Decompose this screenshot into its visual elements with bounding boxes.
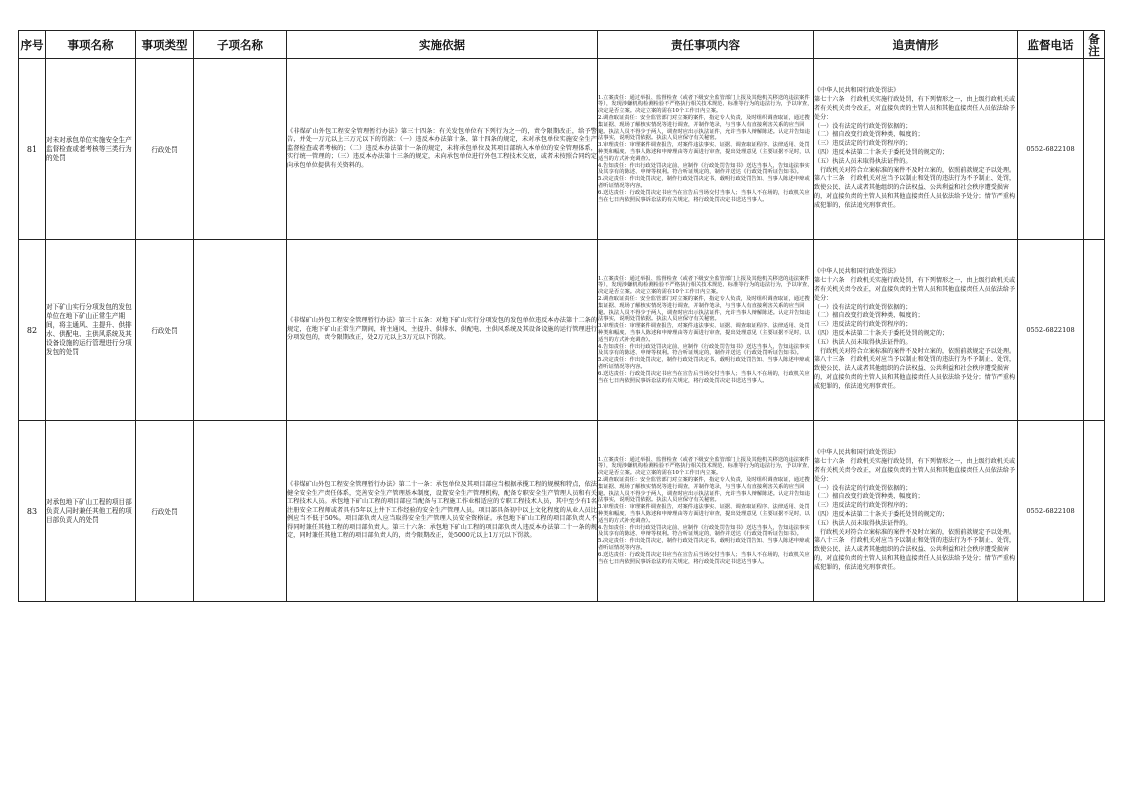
header-type: 事项类型: [136, 31, 194, 59]
responsibility-paragraph: 2.调查取证责任：安全监管部门对立案的案件，指定专人负责，及时组织调查取证，通过搜集证据、现场了解核实情况等进行调查，并制作笔录，与当事人有直接利害关系的应当回避。执法人员不得少于两人，调查时应出示执法证件，允许当事人辩解陈述。认定并告知违法事实，说明处罚依据。执法人员应保守有关秘密。: [598, 115, 810, 142]
accountability-paragraph: 行政机关对符合立案标准的案件不及时立案的，依照前款规定予以处理。: [814, 347, 1016, 355]
accountability-paragraph: 第八十三条 行政机关对应当予以制止和处罚的违法行为不予制止、处罚，致使公民、法人或者其他组织的合法权益、公共利益和社会秩序遭受损害的，对直接负责的主管人员和其他直接责任人员依法给予处分；情节严重构成犯罪的，依法追究刑事责任。: [814, 537, 1016, 571]
accountability-paragraph: 《中华人民共和国行政处罚法》: [814, 87, 900, 95]
row-number: 82: [19, 240, 46, 421]
accountability-paragraph: （四）违反本法第二十条关于委托处罚的规定的；: [814, 149, 949, 156]
responsibility-paragraph: 6.送达责任：行政处罚决定书应当在宣告后当场交付当事人；当事人不在场的，行政机关应当在七日内依照民事诉讼法的有关规定，将行政处罚决定书送达当事人。: [598, 551, 810, 565]
accountability-paragraph: 第七十六条 行政机关实施行政处罚，有下列情形之一，由上级行政机关或者有关机关责令改正，对直接负责的主管人员和其他直接责任人员依法给予处分：: [814, 458, 1016, 483]
item-type: 行政处罚: [136, 59, 194, 240]
header-tel: 监督电话: [1018, 31, 1084, 59]
accountability-paragraph: （二）擅自改变行政处罚种类、幅度的；: [814, 131, 924, 139]
item-name: 对下矿山实行分项发包的发包单位在地下矿山正常生产期间，将主通风、主提升、供排水、供配电、主供风系统及其设备设施的运行管理进行分项发包的处罚: [46, 240, 136, 421]
responsibility-paragraph: 2.调查取证责任：安全监管部门对立案的案件，指定专人负责，及时组织调查取证，通过搜集证据、现场了解核实情况等进行调查，并制作笔录，与当事人有直接利害关系的应当回避。执法人员不得少于两人，调查时应出示执法证件，允许当事人辩解陈述。认定并告知违法事实，说明处罚依据。执法人员应保守有关秘密。: [598, 477, 810, 504]
remarks: [1084, 59, 1105, 240]
accountability-paragraph: 第七十六条 行政机关实施行政处罚，有下列情形之一，由上级行政机关或者有关机关责令改正，对直接负责的主管人员和其他直接责任人员依法给予处分：: [814, 96, 1016, 121]
responsibility-paragraph: 3.审理责任：审理案件调查报告，对案件违法事实、证据、调查取证程序、法律适用、处罚种类和幅度、当事人陈述和申辩理由等方面进行审查，提出处理意见（主要证据不足时，以适当的方式补充调查）。: [598, 323, 810, 343]
responsibility-paragraph: 5.决定责任：作出处罚决定，制作行政处罚决定书，载明行政处罚告知、当事人陈述申辩或者听证情况等内容。: [598, 357, 810, 370]
table-body: [19, 59, 1105, 602]
table-row: [19, 59, 1105, 240]
accountability-content: [814, 421, 1018, 602]
accountability-paragraph: （五）执法人员未取得执法证件的。: [814, 338, 912, 346]
accountability-paragraph: （二）擅自改变行政处罚种类、幅度的；: [814, 493, 924, 501]
header-name: 事项名称: [46, 31, 136, 59]
accountability-paragraph: （五）执法人员未取得执法证件的。: [814, 157, 912, 165]
supervision-phone: 0552-6822108: [1018, 240, 1084, 421]
header-resp: 责任事项内容: [598, 31, 814, 59]
responsibility-paragraph: 5.决定责任：作出处罚决定，制作行政处罚决定书，载明行政处罚告知、当事人陈述申辩或者听证情况等内容。: [598, 538, 810, 551]
responsibility-table: [18, 30, 1105, 602]
accountability-paragraph: 第八十三条 行政机关对应当予以制止和处罚的违法行为不予制止、处罚，致使公民、法人或者其他组织的合法权益、公共利益和社会秩序遭受损害的，对直接负责的主管人员和其他直接责任人员依法给予处分；情节严重构成犯罪的，依法追究刑事责任。: [814, 175, 1016, 209]
responsibility-content: [598, 421, 814, 602]
responsibility-paragraph: 2.调查取证责任：安全监管部门对立案的案件，指定专人负责，及时组织调查取证，通过搜集证据、现场了解核实情况等进行调查，并制作笔录，与当事人有直接利害关系的应当回避。执法人员不得少于两人，调查时应出示执法证件，允许当事人辩解陈述。认定并告知违法事实，说明处罚依据。执法人员应保守有关秘密。: [598, 296, 810, 323]
supervision-phone: 0552-6822108: [1018, 59, 1084, 240]
responsibility-paragraph: 3.审理责任：审理案件调查报告，对案件违法事实、证据、调查取证程序、法律适用、处罚种类和幅度、当事人陈述和申辩理由等方面进行审查，提出处理意见（主要证据不足时，以适当的方式补充调查）。: [598, 504, 810, 524]
legal-basis: 《非煤矿山外包工程安全管理暂行办法》第三十五条：对地下矿山实行分项发包的发包单位违反本办法第十二条的规定，在地下矿山正常生产期间，将主通风、主提升、供排水、供配电、主供风系统及其设备设施的运行管理进行分项发包的，责令限期改正，处2万元以上3万元以下罚款。: [287, 240, 598, 421]
header-no: 序号: [19, 31, 46, 59]
responsibility-content: [598, 59, 814, 240]
legal-basis: 《非煤矿山外包工程安全管理暂行办法》第三十四条：有关发包单位有下列行为之一的，责令限期改正，给予警告，并处一万元以上三万元以下的罚款：（一）违反本办法第十条、第十四条的规定，未对承包单位实施安全生产监督检查或者考核的；（二）违反本办法第十一条的规定，未将承包单位及其项目部纳入本单位的安全管理体系，实行统一管理的；（三）违反本办法第十三条的规定，未向承包单位进行外包工程技术交底，或者未按照合同约定向承包单位提供有关资料的。: [287, 59, 598, 240]
accountability-paragraph: （一）没有法定的行政处罚依据的；: [814, 484, 912, 492]
responsibility-paragraph: 4.告知责任：作出行政处罚决定前，应制作《行政处罚告知书》送达当事人，告知违法事实及其享有的陈述、申辩等权利。符合听证规定的，制作并送达《行政处罚听证告知书》。: [598, 162, 810, 176]
accountability-paragraph: （一）没有法定的行政处罚依据的；: [814, 122, 912, 130]
legal-basis: 《非煤矿山外包工程安全管理暂行办法》第二十一条：承包单位及其项目部应当根据承揽工程的规模和特点，依法健全安全生产责任体系，完善安全生产管理基本制度，设置安全生产管理机构，配备专职安全生产管理人员和有关工程技术人员。承包地下矿山工程的项目部应当配备与工程施工作业相适应的专职工程技术人员，其中至少有1名注册安全工程师或者具有5年以上井下工作经验的安全生产管理人员。项目部具备初中以上文化程度的从业人员比例应当不低于50%。项目部负责人应当取得安全生产管理人员安全资格证。承包地下矿山工程的项目部负责人不得同时兼任其他工程的项目部负责人。第三十六条：承包地下矿山工程的项目部负责人违反本办法第二十一条的规定，同时兼任其他工程的项目部负责人的，责令限期改正，处5000元以上1万元以下罚款。: [287, 421, 598, 602]
responsibility-paragraph: 4.告知责任：作出行政处罚决定前，应制作《行政处罚告知书》送达当事人，告知违法事实及其享有的陈述、申辩等权利。符合听证规定的，制作并送达《行政处罚听证告知书》。: [598, 524, 810, 538]
item-type: 行政处罚: [136, 421, 194, 602]
responsibility-paragraph: 6.送达责任：行政处罚决定书应当在宣告后当场交付当事人；当事人不在场的，行政机关应当在七日内依照民事诉讼法的有关规定，将行政处罚决定书送达当事人。: [598, 370, 810, 384]
accountability-paragraph: （四）违反本法第二十条关于委托处罚的规定的；: [814, 330, 949, 337]
sub-item-name: [194, 421, 287, 602]
accountability-paragraph: （二）擅自改变行政处罚种类、幅度的；: [814, 312, 924, 320]
responsibility-paragraph: 4.告知责任：作出行政处罚决定前，应制作《行政处罚告知书》送达当事人，告知违法事实及其享有的陈述、申辩等权利。符合听证规定的，制作并送达《行政处罚听证告知书》。: [598, 343, 810, 357]
supervision-phone: 0552-6822108: [1018, 421, 1084, 602]
accountability-paragraph: （一）没有法定的行政处罚依据的；: [814, 303, 912, 311]
accountability-paragraph: （三）违反法定的行政处罚程序的；: [814, 321, 912, 329]
accountability-content: [814, 240, 1018, 421]
remarks: [1084, 421, 1105, 602]
header-row: [19, 31, 1105, 59]
responsibility-paragraph: 6.送达责任：行政处罚决定书应当在宣告后当场交付当事人；当事人不在场的，行政机关应当在七日内依照民事诉讼法的有关规定，将行政处罚决定书送达当事人。: [598, 189, 810, 203]
table-row: [19, 240, 1105, 421]
header-note: 备注: [1084, 31, 1105, 59]
responsibility-paragraph: 1.立案责任：通过举报、监督检查（或者下级安全监管部门上报及其他机关移送的违法案件等），发现涉嫌机构检测检验不严格执行相关技术规范、标准等行为的违法行为，予以审查，决定是否立案。决定立案的需在10个工作日内立案。: [598, 456, 813, 477]
responsibility-paragraph: 1.立案责任：通过举报、监督检查（或者下级安全监管部门上报及其他机关移送的违法案件等），发现涉嫌机构检测检验不严格执行相关技术规范、标准等行为的违法行为，予以审查，决定是否立案。决定立案的需在10个工作日内立案。: [598, 94, 813, 115]
row-number: 83: [19, 421, 46, 602]
sub-item-name: [194, 240, 287, 421]
item-type: 行政处罚: [136, 240, 194, 421]
accountability-paragraph: （三）违反法定的行政处罚程序的；: [814, 502, 912, 510]
item-name: 对承包地下矿山工程的项目部负责人同时兼任其他工程的项目部负责人的处罚: [46, 421, 136, 602]
accountability-paragraph: （三）违反法定的行政处罚程序的；: [814, 140, 912, 148]
accountability-paragraph: 《中华人民共和国行政处罚法》: [814, 449, 900, 457]
accountability-paragraph: 第八十三条 行政机关对应当予以制止和处罚的违法行为不予制止、处罚，致使公民、法人或者其他组织的合法权益、公共利益和社会秩序遭受损害的，对直接负责的主管人员和其他直接责任人员依法给予处分；情节严重构成犯罪的，依法追究刑事责任。: [814, 356, 1016, 390]
header-acct: 追责情形: [814, 31, 1018, 59]
responsibility-paragraph: 3.审理责任：审理案件调查报告，对案件违法事实、证据、调查取证程序、法律适用、处罚种类和幅度、当事人陈述和申辩理由等方面进行审查，提出处理意见（主要证据不足时，以适当的方式补充调查）。: [598, 142, 810, 162]
header-basis: 实施依据: [287, 31, 598, 59]
accountability-paragraph: （四）违反本法第二十条关于委托处罚的规定的；: [814, 511, 949, 518]
accountability-paragraph: 行政机关对符合立案标准的案件不及时立案的，依照前款规定予以处理。: [814, 528, 1016, 536]
responsibility-content: [598, 240, 814, 421]
accountability-paragraph: 行政机关对符合立案标准的案件不及时立案的，依照前款规定予以处理。: [814, 166, 1016, 174]
header-sub: 子项名称: [194, 31, 287, 59]
accountability-paragraph: （五）执法人员未取得执法证件的。: [814, 519, 912, 527]
item-name: 对未对承包单位实施安全生产监督检查或者考核等三类行为的处罚: [46, 59, 136, 240]
sub-item-name: [194, 59, 287, 240]
accountability-content: [814, 59, 1018, 240]
row-number: 81: [19, 59, 46, 240]
accountability-paragraph: 第七十六条 行政机关实施行政处罚，有下列情形之一，由上级行政机关或者有关机关责令改正，对直接负责的主管人员和其他直接责任人员依法给予处分：: [814, 277, 1016, 302]
accountability-paragraph: 《中华人民共和国行政处罚法》: [814, 268, 900, 276]
table-row: [19, 421, 1105, 602]
responsibility-paragraph: 5.决定责任：作出处罚决定，制作行政处罚决定书，载明行政处罚告知、当事人陈述申辩或者听证情况等内容。: [598, 176, 810, 189]
remarks: [1084, 240, 1105, 421]
responsibility-paragraph: 1.立案责任：通过举报、监督检查（或者下级安全监管部门上报及其他机关移送的违法案件等），发现涉嫌机构检测检验不严格执行相关技术规范、标准等行为的违法行为，予以审查，决定是否立案。决定立案的需在10个工作日内立案。: [598, 275, 813, 296]
